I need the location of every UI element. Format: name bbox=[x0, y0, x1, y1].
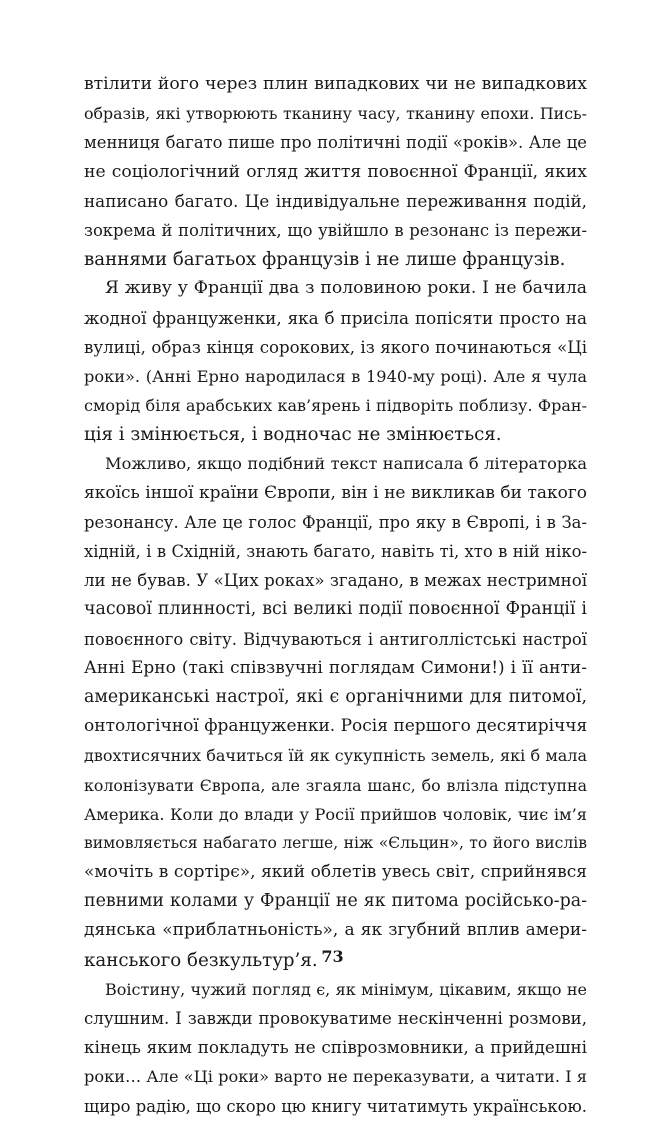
text-line: якоїсь іншої країни Європи, він і не викликав би такого bbox=[84, 482, 587, 503]
text-line: кінець яким покладуть не співрозмовники, а прийдешні bbox=[84, 1037, 587, 1058]
text-line: вимовляється набагато легше, ніж «Єльцин», то його вислів bbox=[84, 833, 587, 852]
text-line: резонансу. Але це голос Франції, про яку в Європі, і в За- bbox=[84, 512, 587, 532]
text-line: роки… Але «Ці роки» варто не переказувати, а читати. І я bbox=[84, 1067, 587, 1087]
text-line: щиро радію, що скоро цю книгу читатимуть українською. bbox=[84, 1096, 587, 1116]
paragraph bbox=[84, 70, 587, 274]
text-line: образів, які утворюють тканину часу, тканину епохи. Пись- bbox=[84, 104, 587, 124]
text-line: зокрема й політичних, що увійшло в резонанс із пережи- bbox=[84, 220, 587, 240]
text-line: певними колами у Франції не як питома російсько-ра- bbox=[84, 891, 587, 912]
text-line: Анні Ерно (такі співзвучні поглядам Симони!) і її анти- bbox=[84, 657, 587, 678]
paragraph bbox=[84, 274, 587, 449]
text-line: ли не бував. У «Цих роках» згадано, в межах нестримної bbox=[84, 571, 587, 591]
text-line: ція і змінюється, і водночас не змінюється. bbox=[84, 424, 502, 446]
text-line: написано багато. Це індивідуальне переживання подій, bbox=[84, 190, 587, 211]
text-line: «мочіть в сортірє», який облетів увесь світ, сприйнявся bbox=[84, 862, 587, 883]
text-line: повоєнного світу. Відчуваються і антиголлістські настрої bbox=[84, 629, 587, 649]
paragraph bbox=[84, 449, 587, 974]
text-line: хідній, і в Східній, знають багато, навіть ті, хто в ній ніко- bbox=[84, 542, 587, 561]
text-line: американські настрої, які є органічними для питомої, bbox=[84, 686, 587, 707]
text-line: сморід біля арабських кав’ярень і підворіть поблизу. Фран- bbox=[84, 396, 587, 416]
text-line: Америка. Коли до влади у Росії прийшов чоловік, чиє ім’я bbox=[84, 804, 587, 824]
text-line: дянська «приблатньоність», а як згубний вплив амери- bbox=[84, 920, 587, 941]
text-line: менниця багато пише про політичні події «років». Але це bbox=[84, 133, 587, 153]
text-line: жодної француженки, яка б присіла попісяти просто на bbox=[84, 307, 587, 328]
text-line: колонізувати Європа, але згаяла шанс, бо влізла підступна bbox=[84, 775, 587, 795]
text-line: двохтисячних бачиться їй як сукупність земель, які б мала bbox=[84, 746, 587, 766]
text-line: не соціологічний огляд життя повоєнної Франції, яких bbox=[84, 161, 587, 182]
text-line: Я живу у Франції два з половиною роки. І не бачила bbox=[105, 278, 587, 299]
text-line: часової плинності, всі великі події повоєнної Франції і bbox=[84, 599, 587, 620]
text-line: Можливо, якщо подібний текст написала б літераторка bbox=[105, 454, 587, 474]
text-line: ваннями багатьох французів і не лише французів. bbox=[84, 249, 566, 271]
paragraph bbox=[84, 975, 587, 1121]
text-line: втілити його через плин випадкових чи не випадкових bbox=[84, 74, 587, 94]
text-line: Воістину, чужий погляд є, як мінімум, цікавим, якщо не bbox=[105, 979, 587, 999]
page-number: 73 bbox=[321, 947, 344, 966]
text-line: онтологічної француженки. Росія першого десятиріччя bbox=[84, 716, 588, 737]
text-line: вулиці, образ кінця сорокових, із якого починаються «Ці bbox=[84, 337, 587, 357]
text-line: роки». (Анні Ерно народилася в 1940-му році). Але я чула bbox=[84, 366, 587, 386]
text-line: канського безкультур’я. bbox=[84, 949, 318, 971]
text-line: слушним. І завжди провокуватиме нескінченні розмови, bbox=[84, 1009, 587, 1028]
